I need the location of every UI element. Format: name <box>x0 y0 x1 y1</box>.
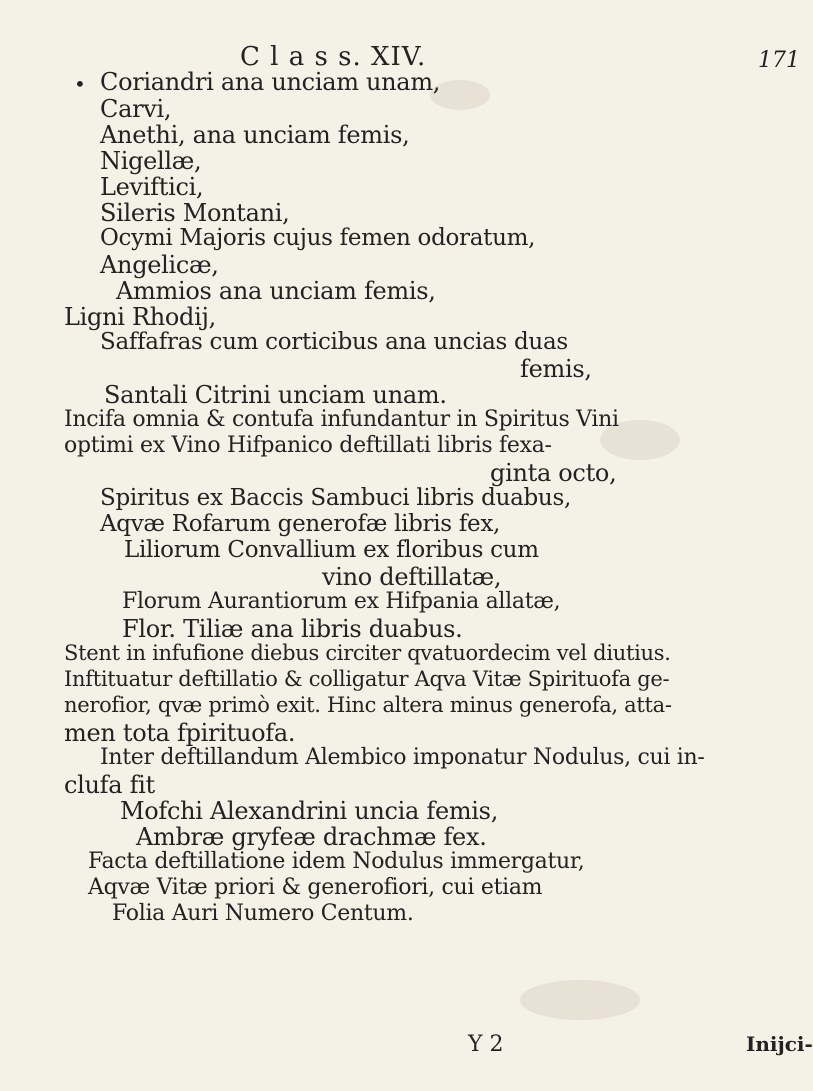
text-line: Ocymi Majoris cujus femen odoratum, <box>100 225 536 251</box>
text-line: Aqvæ Vitæ priori & generofiori, cui etiam <box>88 875 543 900</box>
text-line: Inftituatur deftillatio & colligatur Aqva Vitæ Spirituofa ge- <box>64 667 670 691</box>
page-number: 171 <box>758 48 800 73</box>
text-line: Ligni Rhodij, <box>64 303 216 331</box>
text-line: Incifa omnia & contufa infundantur in Spiritus Vini <box>64 407 619 432</box>
text-line: Inter deftillandum Alembico imponatur Nodulus, cui in- <box>100 745 705 770</box>
text-line: ginta octo, <box>490 459 617 487</box>
text-line: Angelicæ, <box>100 251 219 279</box>
text-line: men tota fpirituofa. <box>64 719 296 747</box>
text-line: optimi ex Vino Hifpanico deftillati libris fexa- <box>64 433 552 458</box>
text-line: Leviftici, <box>100 173 204 201</box>
text-line: Mofchi Alexandrini uncia femis, <box>120 797 499 825</box>
text-line: femis, <box>520 355 592 383</box>
signature-mark: Y 2 <box>468 1032 504 1057</box>
text-line: Facta deftillatione idem Nodulus immergatur, <box>88 849 585 874</box>
text-line: Coriandri ana unciam unam, <box>100 68 441 96</box>
bullet-mark: • <box>74 72 86 96</box>
text-line: Florum Aurantiorum ex Hifpania allatæ, <box>122 589 561 614</box>
text-line: Spiritus ex Baccis Sambuci libris duabus, <box>100 485 571 511</box>
text-line: Nigellæ, <box>100 147 202 175</box>
text-line: Santali Citrini unciam unam. <box>104 381 447 409</box>
text-line: Ambræ gryfeæ drachmæ fex. <box>136 823 487 851</box>
text-line: clufa fit <box>64 771 155 799</box>
text-line: Folia Auri Numero Centum. <box>112 901 414 926</box>
text-line: vino deftillatæ, <box>322 563 502 591</box>
paper-stain <box>520 980 640 1020</box>
catchword: Inijci- <box>746 1032 813 1056</box>
text-line: nerofior, qvæ primò exit. Hinc altera minus generofa, atta- <box>64 693 672 717</box>
text-line: Carvi, <box>100 95 172 123</box>
text-line: Aqvæ Rofarum generofæ libris fex, <box>100 511 501 537</box>
text-line: Flor. Tiliæ ana libris duabus. <box>122 615 463 643</box>
text-line: Ammios ana unciam femis, <box>116 277 436 305</box>
text-line: Saffafras cum corticibus ana uncias duas <box>100 329 568 355</box>
text-line: Sileris Montani, <box>100 199 290 227</box>
text-line: Anethi, ana unciam femis, <box>100 121 410 149</box>
running-header: C l a s s. XIV. <box>240 42 427 72</box>
text-line: Liliorum Convallium ex floribus cum <box>124 537 539 563</box>
text-line: Stent in infufione diebus circiter qvatuordecim vel diutius. <box>64 641 671 665</box>
